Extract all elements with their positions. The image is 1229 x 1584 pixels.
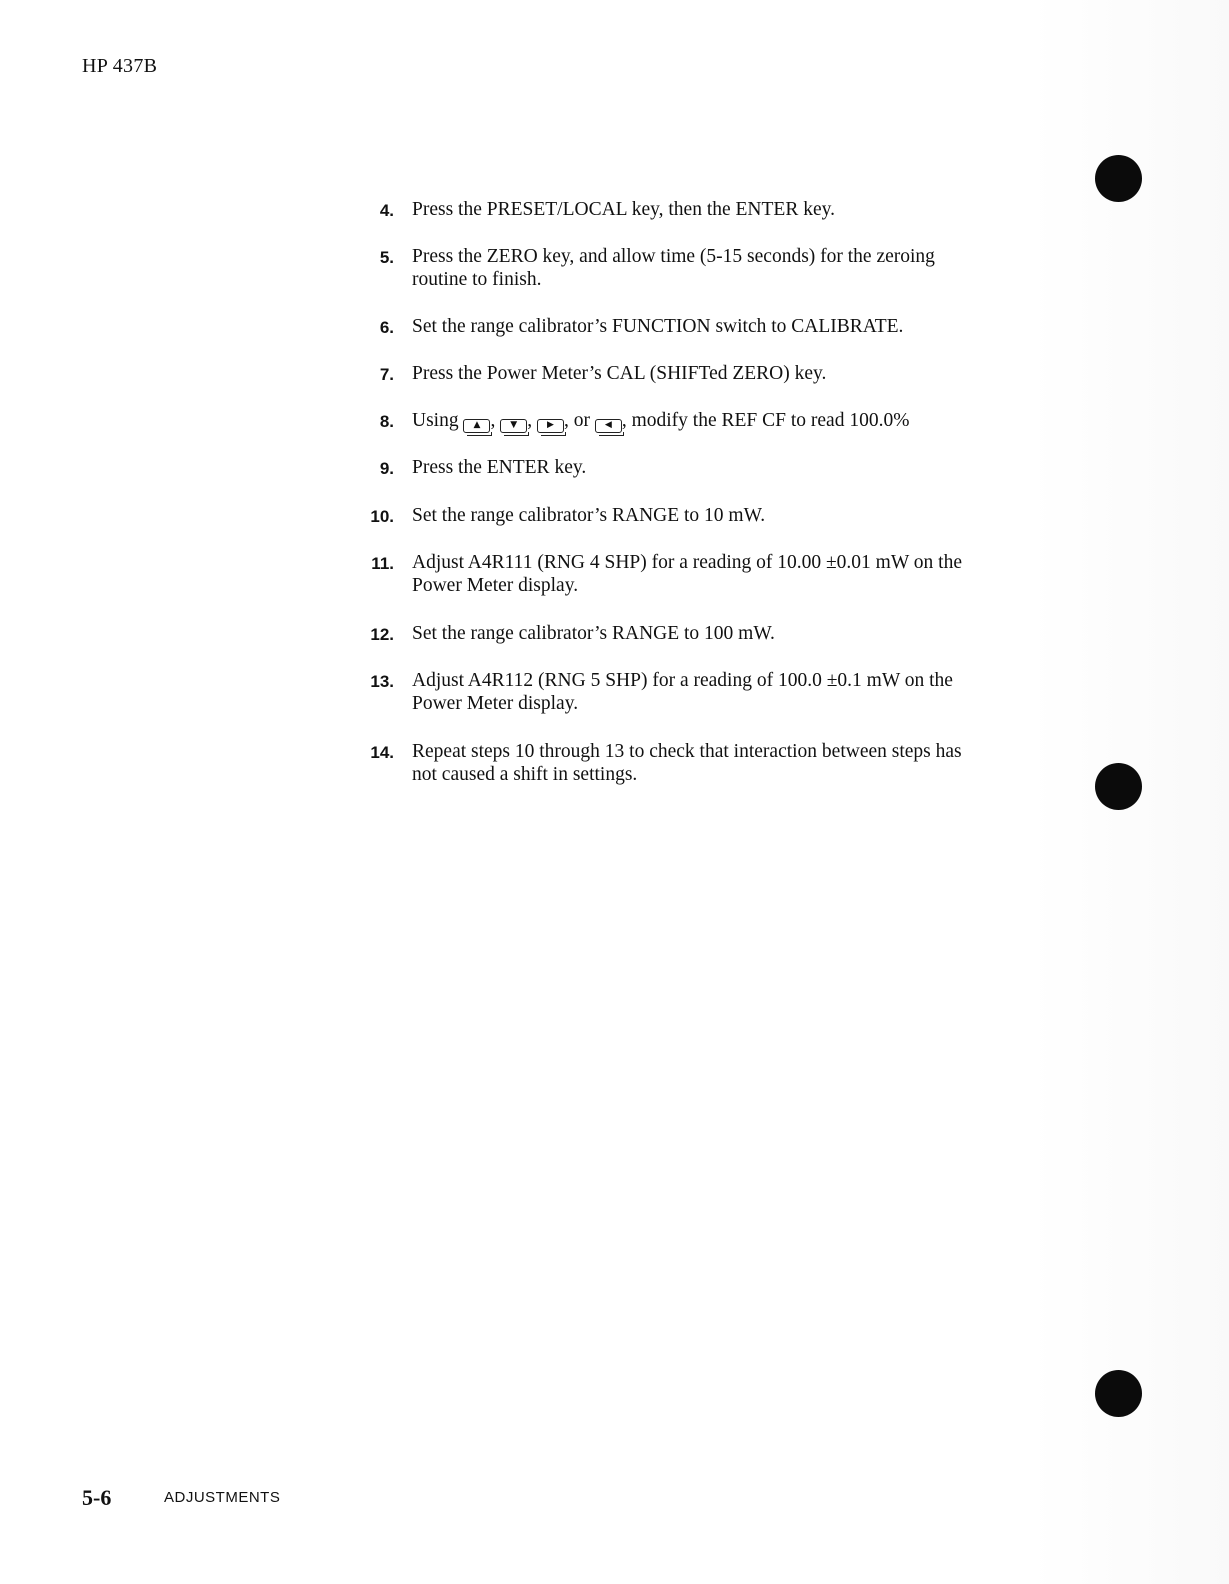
step-number: 4. [379,201,394,220]
step-14 [360,740,1060,786]
binder-hole-middle [1095,763,1142,810]
step-text: Press the ENTER key. [412,457,587,478]
step-4 [360,198,1060,221]
step-13 [360,669,1060,715]
step-text-line: Power Meter display. [412,693,579,714]
left-arrow-key-icon: ◀ [595,419,622,433]
step-9 [360,456,1060,479]
section-title: ADJUSTMENTS [164,1489,281,1506]
step-number: 12. [370,625,394,644]
step-text: Set the range calibrator’s RANGE to 10 mW. [412,505,766,526]
step-11 [360,551,1060,597]
step-text-line: not caused a shift in settings. [412,764,638,785]
step-text-line: Adjust A4R111 (RNG 4 SHP) for a reading of 10.00 ±0.01 mW on the [412,552,962,573]
separator: , [490,410,496,431]
step-8 [360,409,1060,432]
step-number: 8. [379,412,394,431]
step-text-line: Adjust A4R112 (RNG 5 SHP) for a reading of 100.0 ±0.1 mW on the [412,670,953,691]
step-12 [360,622,1060,645]
step-5 [360,245,1060,291]
down-arrow-key-icon: ▼ [500,419,527,433]
step-text [412,409,1060,432]
step-number: 6. [379,318,394,337]
up-arrow-key-icon: ▲ [463,419,490,433]
step-number: 9. [379,459,394,478]
step-text-line: Power Meter display. [412,575,579,596]
step-text-prefix: Using [412,410,459,431]
separator: , or [563,410,590,431]
step-number: 11. [371,554,394,573]
step-10 [360,504,1060,527]
separator: , [527,410,533,431]
step-text-suffix: , modify the REF CF to read 100.0% [621,410,910,431]
step-number: 13. [370,672,394,691]
page-number: 5-6 [82,1485,112,1510]
step-text: Press the PRESET/LOCAL key, then the ENTER key. [412,199,835,220]
step-number: 7. [379,365,394,384]
step-text: Press the Power Meter’s CAL (SHIFTed ZERO) key. [412,363,827,384]
step-text: Set the range calibrator’s FUNCTION switch to CALIBRATE. [412,316,904,337]
step-6 [360,315,1060,338]
binder-hole-top [1095,155,1142,202]
step-number: 10. [370,507,394,526]
step-text-line: Repeat steps 10 through 13 to check that interaction between steps has [412,741,962,762]
procedure-steps [360,198,1060,786]
step-text-line: routine to finish. [412,269,542,290]
step-number: 5. [379,248,394,267]
page-header: HP 437B [82,55,158,77]
step-7 [360,362,1060,385]
step-number: 14. [370,743,394,762]
step-text-line: Press the ZERO key, and allow time (5-15 seconds) for the zeroing [412,246,935,267]
right-arrow-key-icon: ▶ [537,419,564,433]
step-text: Set the range calibrator’s RANGE to 100 mW. [412,623,775,644]
binder-hole-bottom [1095,1370,1142,1417]
